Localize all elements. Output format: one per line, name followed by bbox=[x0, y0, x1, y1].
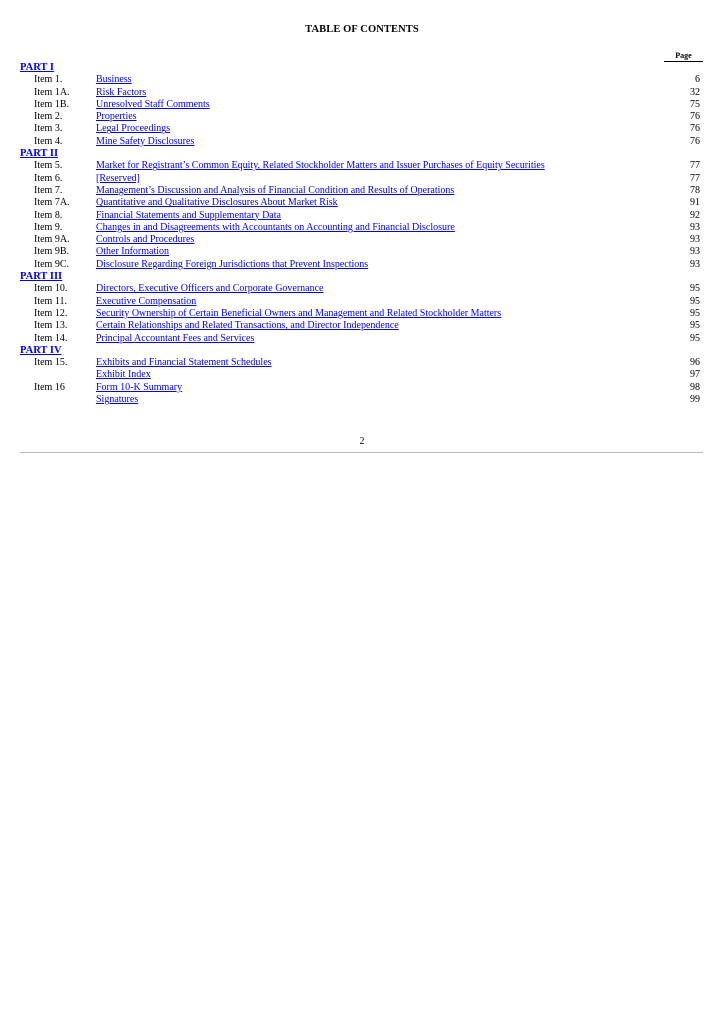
item-number: Item 3. bbox=[34, 123, 63, 135]
item-page-number: 95 bbox=[690, 320, 700, 332]
item-title-link[interactable]: Management’s Discussion and Analysis of Financial Condition and Results of Operations bbox=[96, 184, 455, 196]
toc-item-row bbox=[20, 382, 704, 394]
toc-item-row bbox=[20, 185, 704, 197]
item-page-number: 97 bbox=[690, 369, 700, 381]
item-title-link[interactable]: Other Information bbox=[96, 246, 170, 258]
item-page-number: 95 bbox=[690, 307, 700, 319]
item-page-number: 93 bbox=[690, 258, 700, 270]
page-divider bbox=[20, 452, 703, 453]
item-title-link[interactable]: Signatures bbox=[96, 394, 139, 406]
item-number: Item 12. bbox=[34, 307, 68, 319]
item-number: Item 6. bbox=[34, 172, 63, 184]
item-number: Item 1. bbox=[34, 74, 63, 86]
item-title-link[interactable]: Legal Proceedings bbox=[96, 123, 171, 135]
item-title-link[interactable]: Exhibits and Financial Statement Schedules bbox=[96, 357, 272, 369]
item-page-number: 75 bbox=[690, 98, 700, 110]
item-page-number: 96 bbox=[690, 357, 700, 369]
toc-item-row bbox=[20, 74, 704, 86]
item-title-link[interactable]: Unresolved Staff Comments bbox=[96, 98, 210, 110]
item-title-link[interactable]: [Reserved] bbox=[96, 172, 140, 184]
part-heading-link[interactable]: PART I bbox=[20, 62, 54, 73]
item-title-link[interactable]: Disclosure Regarding Foreign Jurisdictions that Prevent Inspections bbox=[96, 258, 369, 270]
item-title-link[interactable]: Certain Relationships and Related Transactions, and Director Independence bbox=[96, 320, 399, 332]
item-title-link[interactable]: Mine Safety Disclosures bbox=[96, 135, 195, 147]
item-page-number: 95 bbox=[690, 283, 700, 295]
toc-item-row bbox=[20, 234, 704, 246]
toc-item-row bbox=[20, 123, 704, 135]
item-title-link[interactable]: Business bbox=[96, 74, 132, 86]
item-number: Item 9A. bbox=[34, 234, 70, 246]
item-page-number: 92 bbox=[690, 209, 700, 221]
item-number: Item 15. bbox=[34, 357, 68, 369]
toc-item-row bbox=[20, 222, 704, 234]
item-page-number: 91 bbox=[690, 197, 700, 209]
item-page-number: 93 bbox=[690, 246, 700, 258]
item-page-number: 95 bbox=[690, 332, 700, 344]
item-page-number: 99 bbox=[690, 394, 700, 406]
item-title-link[interactable]: Exhibit Index bbox=[96, 369, 151, 381]
item-number: Item 13. bbox=[34, 320, 68, 332]
page-title: TABLE OF CONTENTS bbox=[305, 24, 419, 35]
item-number: Item 1B. bbox=[34, 98, 69, 110]
item-title-link[interactable]: Properties bbox=[96, 111, 137, 123]
item-title-link[interactable]: Directors, Executive Officers and Corporate Governance bbox=[96, 283, 324, 295]
item-page-number: 6 bbox=[695, 74, 700, 86]
item-title-link[interactable]: Risk Factors bbox=[96, 86, 147, 98]
toc-item-row bbox=[20, 160, 704, 172]
item-title-link[interactable]: Financial Statements and Supplementary Data bbox=[96, 209, 281, 221]
item-number: Item 9C. bbox=[34, 258, 69, 270]
item-title-link[interactable]: Controls and Procedures bbox=[96, 234, 195, 246]
item-number: Item 10. bbox=[34, 283, 68, 295]
toc-item-row bbox=[20, 87, 704, 99]
toc-item-row bbox=[20, 246, 704, 258]
item-title-link[interactable]: Quantitative and Qualitative Disclosures About Market Risk bbox=[96, 197, 338, 209]
item-title-link[interactable]: Security Ownership of Certain Beneficial Owners and Management and Related Stockholder Matters bbox=[96, 307, 502, 319]
toc-item-row bbox=[20, 197, 704, 209]
item-page-number: 77 bbox=[690, 172, 700, 184]
item-number: Item 4. bbox=[34, 135, 63, 147]
item-page-number: 93 bbox=[690, 234, 700, 246]
toc-item-row bbox=[20, 283, 704, 295]
toc-item-row bbox=[20, 394, 704, 406]
item-page-number: 95 bbox=[690, 295, 700, 307]
toc-part-row bbox=[20, 148, 704, 160]
item-title-link[interactable]: Principal Accountant Fees and Services bbox=[96, 332, 255, 344]
part-heading-link[interactable]: PART III bbox=[20, 271, 63, 283]
item-page-number: 32 bbox=[690, 86, 700, 98]
item-number: Item 2. bbox=[34, 111, 63, 123]
item-title-link[interactable]: Market for Registrant’s Common Equity, Related Stockholder Matters and Issuer Purchases of Equity Securities bbox=[96, 160, 545, 172]
item-page-number: 93 bbox=[690, 221, 700, 233]
item-number: Item 8. bbox=[34, 209, 63, 221]
item-number: Item 7. bbox=[34, 184, 63, 196]
item-number: Item 11. bbox=[34, 295, 67, 307]
toc-item-row bbox=[20, 259, 704, 271]
item-page-number: 77 bbox=[690, 160, 700, 172]
table-of-contents bbox=[20, 62, 704, 406]
toc-item-row bbox=[20, 320, 704, 332]
toc-item-row bbox=[20, 308, 704, 320]
page-column-header: Page bbox=[664, 51, 703, 62]
toc-item-row bbox=[20, 99, 704, 111]
item-page-number: 98 bbox=[690, 381, 700, 393]
toc-item-row bbox=[20, 296, 704, 308]
item-page-number: 76 bbox=[690, 111, 700, 123]
toc-item-row bbox=[20, 357, 704, 369]
item-number: Item 1A. bbox=[34, 86, 70, 98]
item-number: Item 16 bbox=[34, 381, 65, 393]
footer-page-number: 2 bbox=[359, 436, 365, 447]
toc-item-row bbox=[20, 369, 704, 381]
item-number: Item 5. bbox=[34, 160, 63, 172]
item-title-link[interactable]: Changes in and Disagreements with Accountants on Accounting and Financial Disclosure bbox=[96, 221, 455, 233]
toc-item-row bbox=[20, 210, 704, 222]
item-number: Item 14. bbox=[34, 332, 68, 344]
toc-part-row bbox=[20, 345, 704, 357]
toc-part-row bbox=[20, 62, 704, 74]
item-number: Item 9B. bbox=[34, 246, 69, 258]
item-page-number: 76 bbox=[690, 135, 700, 147]
toc-part-row bbox=[20, 271, 704, 283]
toc-item-row bbox=[20, 136, 704, 148]
item-title-link[interactable]: Form 10-K Summary bbox=[96, 381, 183, 393]
item-page-number: 78 bbox=[690, 184, 700, 196]
toc-item-row bbox=[20, 333, 704, 345]
part-heading-link[interactable]: PART IV bbox=[20, 344, 62, 356]
item-number: Item 7A. bbox=[34, 197, 70, 209]
item-title-link[interactable]: Executive Compensation bbox=[96, 295, 197, 307]
item-number: Item 9. bbox=[34, 221, 63, 233]
toc-item-row bbox=[20, 111, 704, 123]
toc-item-row bbox=[20, 173, 704, 185]
item-page-number: 76 bbox=[690, 123, 700, 135]
part-heading-link[interactable]: PART II bbox=[20, 148, 59, 160]
